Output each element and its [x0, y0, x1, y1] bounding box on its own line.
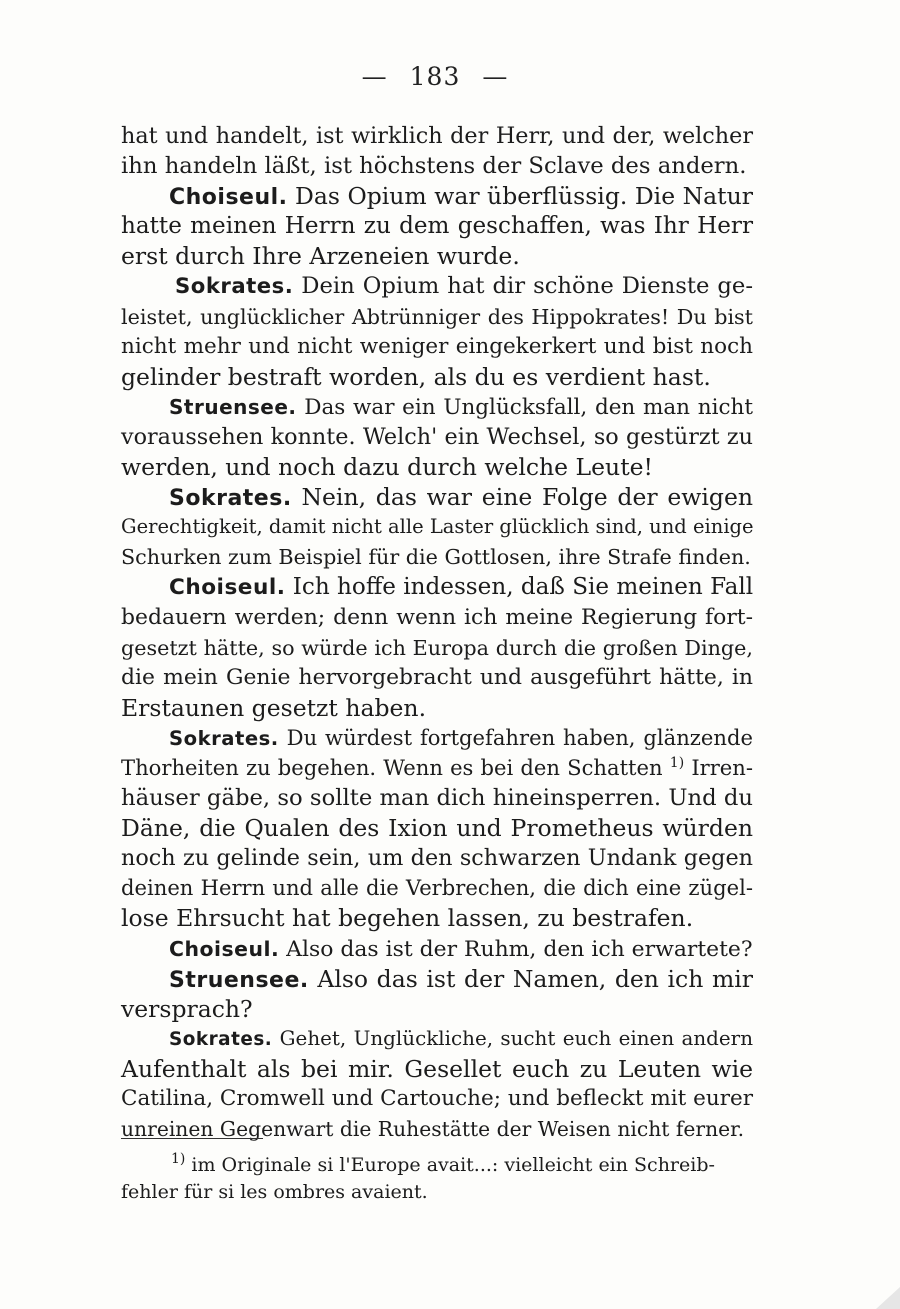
footnote-line: [121, 1179, 753, 1206]
line-text: Thorheiten zu begehen. Wenn es bei den Schatten: [121, 754, 663, 780]
line-text: Dein Opium hat dir schöne Dienste ge-: [301, 273, 753, 300]
line-text: Gehet, Unglückliche, sucht euch einen andern: [279, 1026, 753, 1050]
text-line: [121, 542, 753, 572]
line-text: unreinen Gegenwart die Ruhestätte der Weisen nicht ferner.: [121, 1117, 745, 1142]
text-line: [121, 633, 753, 663]
line-text: Das war ein Unglücksfall, den man nicht: [304, 394, 753, 420]
text-line: [121, 332, 753, 362]
text-line: [121, 663, 753, 693]
footnote-line: [121, 1152, 753, 1179]
line-text: Du würdest fortgefahren haben, glänzende: [286, 724, 753, 750]
speech-line: [121, 271, 753, 301]
header-dash-right: —: [482, 62, 509, 91]
speech-line: [121, 482, 753, 512]
line-text: gesetzt hätte, so würde ich Europa durch die großen Dinge,: [121, 635, 753, 660]
text-line: [121, 1054, 753, 1084]
line-text: Nein, das war eine Folge der ewigen: [301, 483, 753, 512]
text-line: [121, 422, 753, 452]
text-line: [121, 211, 753, 241]
line-text: Also das ist der Namen, den ich mir: [317, 964, 753, 993]
speech-line: [121, 964, 753, 994]
line-text: häuser gäbe, so sollte man dich hineinsperren. Und du: [121, 785, 753, 812]
text-line: [121, 1114, 753, 1144]
speaker-name: Choiseul.: [169, 575, 286, 601]
line-text: Gerechtigkeit, damit nicht alle Laster glücklich sind, und einige: [121, 515, 754, 539]
line-text: Däne, die Qualen des Ixion und Prometheus würden: [121, 814, 753, 843]
text-line: [121, 121, 753, 151]
line-text: hat und handelt, ist wirklich der Herr, und der, welcher: [121, 123, 753, 149]
line-text: Das Opium war überflüssig. Die Natur: [295, 182, 753, 211]
text-line: [121, 1084, 753, 1114]
speaker-name: Choiseul.: [169, 936, 280, 961]
speaker-name: Sokrates.: [175, 273, 294, 299]
line-text: ihn handeln läßt, ist höchstens der Sclave des andern.: [121, 153, 747, 180]
speech-line: [121, 181, 753, 211]
speech-line: [121, 572, 753, 602]
text-line: [121, 452, 753, 482]
speech-line: [121, 934, 753, 964]
line-text: Erstaunen gesetzt haben.: [121, 693, 427, 722]
text-line: [121, 603, 753, 633]
footnote-rule: [121, 1138, 263, 1139]
line-text: gelinder bestraft worden, als du es verdient hast.: [121, 362, 711, 391]
footnote: [121, 1152, 753, 1206]
line-text: Schurken zum Beispiel für die Gottlosen, ihre Strafe finden.: [121, 545, 751, 570]
line-text: werden, und noch dazu durch welche Leute!: [121, 453, 653, 482]
speaker-name: Struensee.: [169, 967, 309, 993]
footnote-text-2: fehler für si les ombres avaient.: [121, 1181, 428, 1203]
line-text: voraussehen konnte. Welch' ein Wechsel, so gestürzt zu: [121, 423, 753, 450]
text-line: [121, 994, 753, 1024]
text-line: [121, 512, 753, 542]
line-text: erst durch Ihre Arzeneien wurde.: [121, 242, 520, 271]
line-text: Also das ist der Ruhm, den ich erwartete?: [286, 936, 753, 962]
speaker-name: Sokrates.: [169, 1028, 273, 1050]
text-line: [121, 302, 753, 332]
text-line: [121, 843, 753, 873]
speech-line: [121, 1024, 753, 1054]
line-text: Catilina, Cromwell und Cartouche; und befleckt mit eurer: [121, 1086, 753, 1111]
text-line: [121, 151, 753, 181]
line-text: deinen Herrn und alle die Verbrechen, die dich eine zügel-: [121, 875, 753, 901]
text-line: [121, 903, 753, 933]
main-text: [121, 121, 753, 1144]
header-dash-left: —: [361, 62, 388, 91]
line-text: lose Ehrsucht hat begehen lassen, zu bestrafen.: [121, 904, 694, 933]
footnote-reference: 1): [669, 754, 685, 771]
speech-line: [121, 723, 753, 753]
speaker-name: Sokrates.: [169, 726, 279, 750]
page-corner-scan-mark: [870, 1285, 900, 1309]
line-text: noch zu gelinde sein, um den schwarzen Undank gegen: [121, 845, 753, 872]
line-text: leistet, unglücklicher Abtrünniger des Hippokrates! Du bist: [121, 304, 753, 329]
page-number: 183: [409, 62, 461, 91]
line-text: versprach?: [121, 994, 253, 1023]
text-line: [121, 783, 753, 813]
line-text-continued: Irren-: [684, 754, 754, 780]
text-line: [121, 693, 753, 723]
line-text: Aufenthalt als bei mir. Gesellet euch zu Leuten wie: [121, 1054, 753, 1083]
footnote-text-1: im Originale si l'Europe avait...: vielleicht ein Schreib-: [191, 1154, 715, 1176]
text-line: [121, 753, 753, 783]
line-text: hatte meinen Herrn zu dem geschaffen, was Ihr Herr: [121, 213, 753, 240]
line-text: die mein Genie hervorgebracht und ausgeführt hätte, in: [121, 664, 753, 690]
line-text: Ich hoffe indessen, daß Sie meinen Fall: [292, 574, 754, 601]
speech-line: [121, 392, 753, 422]
text-line: [121, 813, 753, 843]
line-text: nicht mehr und nicht weniger eingekerkert und bist noch: [121, 333, 753, 359]
footnote-marker: 1): [171, 1151, 186, 1167]
line-text: bedauern werden; denn wenn ich meine Regierung fort-: [121, 604, 753, 630]
speaker-name: Choiseul.: [169, 185, 288, 211]
text-line: [121, 873, 753, 903]
speaker-name: Struensee.: [169, 394, 297, 419]
page-header: [0, 62, 870, 91]
text-line: [121, 362, 753, 392]
speaker-name: Sokrates.: [169, 486, 292, 512]
text-line: [121, 241, 753, 271]
